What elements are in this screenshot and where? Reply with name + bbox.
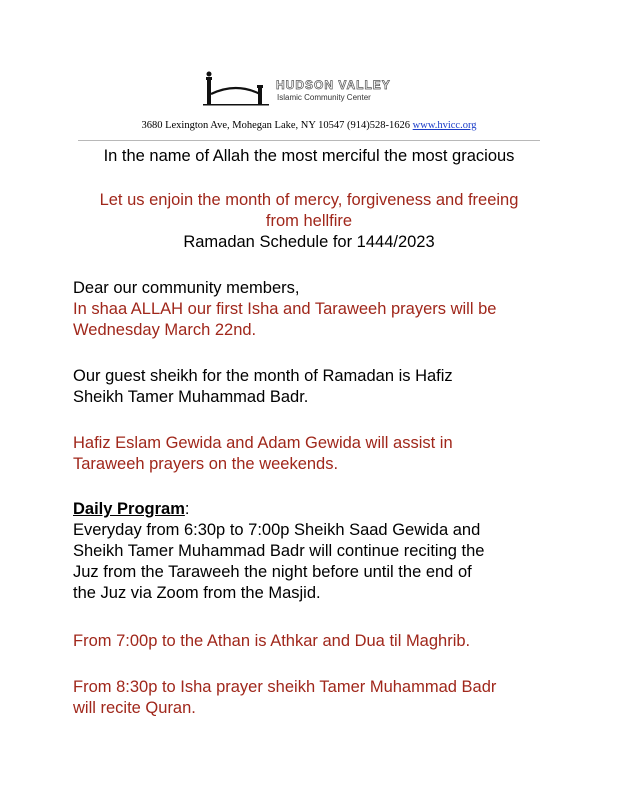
- guest-line-1: Our guest sheikh for the month of Ramadan is Hafiz: [73, 367, 453, 385]
- schedule-title: Ramadan Schedule for 1444/2023: [183, 233, 435, 251]
- address-line: [0, 120, 618, 131]
- theme-line-1: Let us enjoin the month of mercy, forgiveness and freeing: [99, 191, 519, 209]
- quran-line-2: will recite Quran.: [73, 699, 196, 717]
- isha-line-1: In shaa ALLAH our first Isha and Taraweeh prayers will be: [73, 300, 497, 318]
- assist-line-2: Taraweeh prayers on the weekends.: [73, 455, 339, 473]
- header-divider: [78, 140, 540, 141]
- program-line-1: Everyday from 6:30p to 7:00p Sheikh Saad Gewida and: [73, 521, 481, 539]
- theme-line-2: from hellfire: [265, 212, 353, 230]
- website-link[interactable]: www.hvicc.org: [412, 120, 477, 131]
- daily-program-heading: [73, 499, 189, 520]
- program-line-3: Juz from the Taraweeh the night before until the end of: [73, 563, 472, 581]
- bismillah-line: In the name of Allah the most merciful the most gracious: [103, 147, 515, 165]
- logo-subtitle: Islamic Community Center: [277, 93, 371, 102]
- mosque-logo-icon: [198, 66, 278, 110]
- quran-line-1: From 8:30p to Isha prayer sheikh Tamer Muhammad Badr: [73, 678, 497, 696]
- assist-line-1: Hafiz Eslam Gewida and Adam Gewida will assist in: [73, 434, 453, 452]
- address-text: 3680 Lexington Ave, Mohegan Lake, NY 10547 (914)528-1626: [141, 120, 413, 131]
- daily-program-label: Daily Program: [73, 500, 185, 518]
- program-line-4: the Juz via Zoom from the Masjid.: [73, 584, 321, 602]
- isha-line-2: Wednesday March 22nd.: [73, 321, 257, 339]
- program-line-2: Sheikh Tamer Muhammad Badr will continue reciting the: [73, 542, 485, 560]
- athkar-line: From 7:00p to the Athan is Athkar and Dua til Maghrib.: [73, 632, 471, 650]
- salutation: Dear our community members,: [73, 279, 300, 297]
- logo-title: HUDSON VALLEY: [276, 78, 391, 92]
- hvicc-logo: [198, 66, 428, 110]
- guest-line-2: Sheikh Tamer Muhammad Badr.: [73, 388, 309, 406]
- daily-program-colon: :: [184, 500, 190, 518]
